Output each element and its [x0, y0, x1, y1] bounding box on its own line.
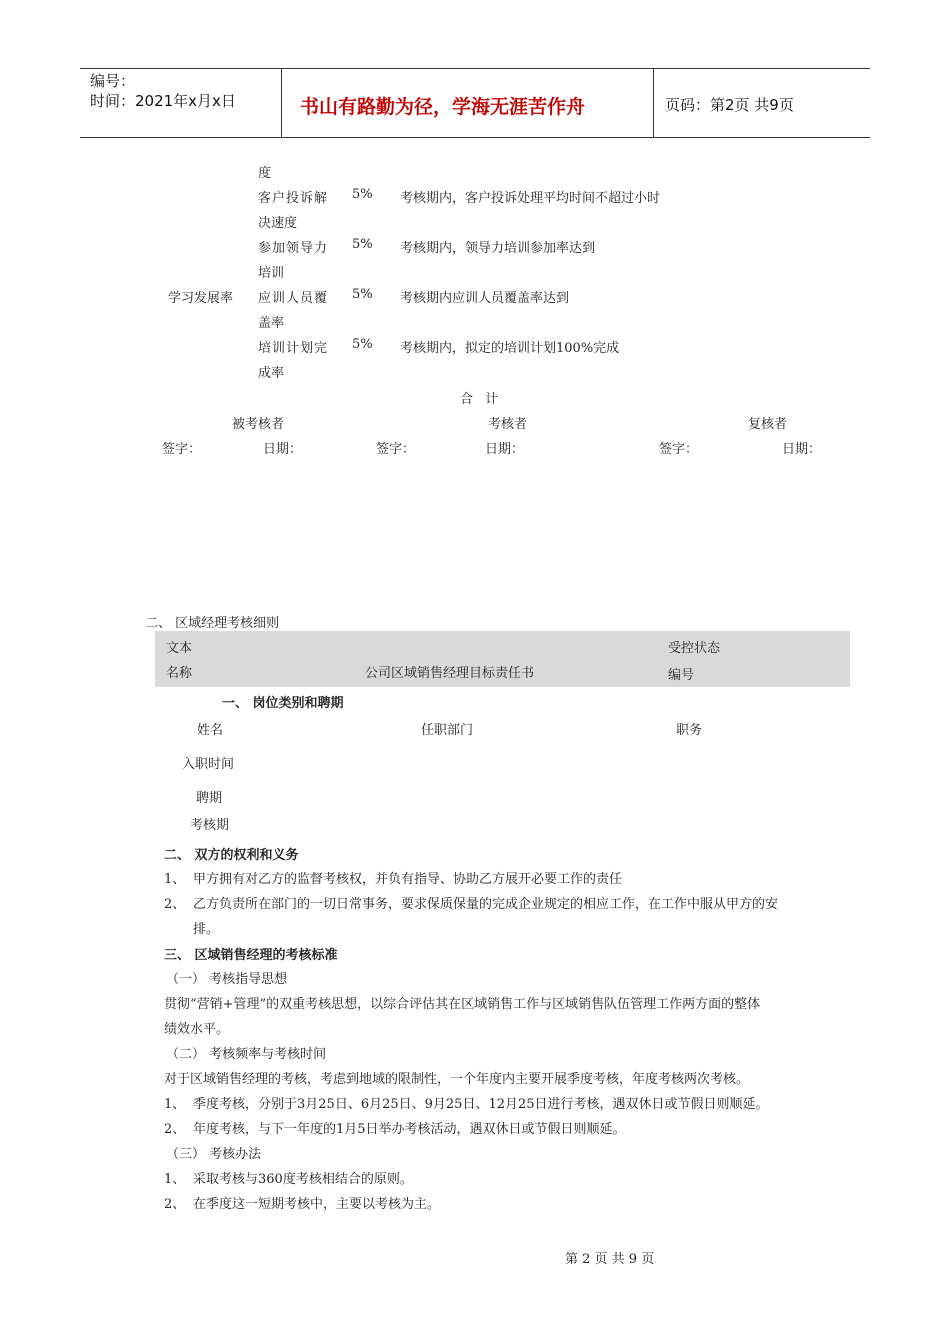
part-heading: 三、 区域销售经理的考核标准	[164, 948, 338, 963]
table-cell-weight: 5%	[352, 187, 373, 202]
sign-field-label: 签字：	[659, 442, 699, 457]
part-heading: 一、 岗位类别和聘期	[222, 696, 344, 711]
table-cell-desc: 考核期内应训人员覆盖率达到	[400, 291, 570, 306]
list-item-text: 在季度这一短期考核中，主要以考核为主。	[193, 1197, 441, 1212]
table-cell-name: 客户投诉解	[258, 191, 329, 206]
info-bar-label: 受控状态	[668, 641, 721, 656]
table-cell-name: 培训	[258, 266, 285, 281]
date-field-label: 日期：	[485, 442, 525, 457]
table-cell-name: 培训计划完	[258, 341, 329, 356]
list-item-text: 年度考核，与下一年度的1月5日举办考核活动，遇双休日或节假日则顺延。	[193, 1122, 626, 1137]
table-cell-name: 参加领导力	[258, 241, 329, 256]
header-motto: 书山有路勤为径，学海无涯苦作舟	[300, 96, 586, 118]
list-item-number: 2、	[164, 897, 186, 912]
sub-heading: （二） 考核频率与考核时间	[166, 1047, 327, 1062]
table-cell-name: 成率	[258, 366, 285, 381]
table-cell-desc: 考核期内，拟定的培训计划100%完成	[400, 341, 620, 356]
part-heading: 二、 双方的权利和义务	[164, 848, 299, 863]
header-divider	[281, 69, 282, 137]
reviewer-label: 复核者	[748, 417, 788, 432]
list-item-number: 1、	[164, 872, 186, 887]
table-cell-name: 盖率	[258, 316, 285, 331]
list-item-number: 1、	[164, 1172, 186, 1187]
field-label-name: 姓名	[197, 723, 224, 738]
page-footer: 第 2 页 共 9 页	[565, 1252, 655, 1267]
table-total-label: 合 计	[460, 392, 503, 407]
header-page-label: 页码：第2页 共9页	[665, 96, 794, 114]
header-divider	[653, 69, 654, 137]
examiner-label: 考核者	[488, 417, 528, 432]
sign-field-label: 签字：	[376, 442, 416, 457]
table-cell-name: 度	[258, 166, 272, 181]
list-item-text: 采取考核与360度考核相结合的原则。	[193, 1172, 413, 1187]
list-item-number: 2、	[164, 1197, 186, 1212]
list-item-text: 乙方负责所在部门的一切日常事务，要求保质保量的完成企业规定的相应工作，在工作中服从甲方的安	[193, 897, 779, 912]
examinee-label: 被考核者	[232, 417, 285, 432]
field-label-term: 聘期	[196, 791, 223, 806]
paragraph-line: 贯彻“营销+管理”的双重考核思想，以综合评估其在区域销售工作与区域销售队伍管理工作两方面的整体	[164, 997, 761, 1012]
table-cell-name: 应训人员覆	[258, 291, 329, 306]
list-item-number: 1、	[164, 1097, 186, 1112]
list-item-text: 季度考核，分别于3月25日、6月25日、9月25日、12月25日进行考核，遇双休日或节假日则顺延。	[193, 1097, 769, 1112]
table-cell-name: 决速度	[258, 216, 298, 231]
table-cell-weight: 5%	[352, 237, 373, 252]
list-item-number: 2、	[164, 1122, 186, 1137]
document-title: 公司区域销售经理目标责任书	[365, 666, 535, 681]
table-cell-desc: 考核期内，领导力培训参加率达到	[400, 241, 596, 256]
table-cell-weight: 5%	[352, 287, 373, 302]
paragraph-line: 对于区域销售经理的考核，考虑到地域的限制性，一个年度内主要开展季度考核，年度考核两次考核。	[164, 1072, 750, 1087]
list-item-text-cont: 排。	[193, 922, 220, 937]
table-cell-desc: 考核期内，客户投诉处理平均时间不超过小时	[400, 191, 661, 206]
field-label-eval-period: 考核期	[190, 818, 230, 833]
info-bar-label: 名称	[166, 666, 193, 681]
paragraph-line: 绩效水平。	[164, 1022, 230, 1037]
sub-heading: （三） 考核办法	[166, 1147, 262, 1162]
date-field-label: 日期：	[263, 442, 303, 457]
info-bar-label: 编号	[668, 668, 695, 683]
field-label-dept: 任职部门	[421, 723, 474, 738]
sub-heading: （一） 考核指导思想	[166, 972, 288, 987]
table-cell-weight: 5%	[352, 337, 373, 352]
document-time-label: 时间：2021年x月x日	[90, 92, 236, 110]
document-number-label: 编号：	[90, 72, 136, 90]
table-category: 学习发展率	[168, 291, 234, 306]
section-title: 二、 区域经理考核细则	[145, 616, 280, 631]
info-bar-label: 文本	[166, 641, 193, 656]
list-item-text: 甲方拥有对乙方的监督考核权，并负有指导、协助乙方展开必要工作的责任	[193, 872, 623, 887]
field-label-join-date: 入职时间	[182, 757, 235, 772]
date-field-label: 日期：	[782, 442, 822, 457]
sign-field-label: 签字：	[162, 442, 202, 457]
field-label-position: 职务	[676, 723, 703, 738]
